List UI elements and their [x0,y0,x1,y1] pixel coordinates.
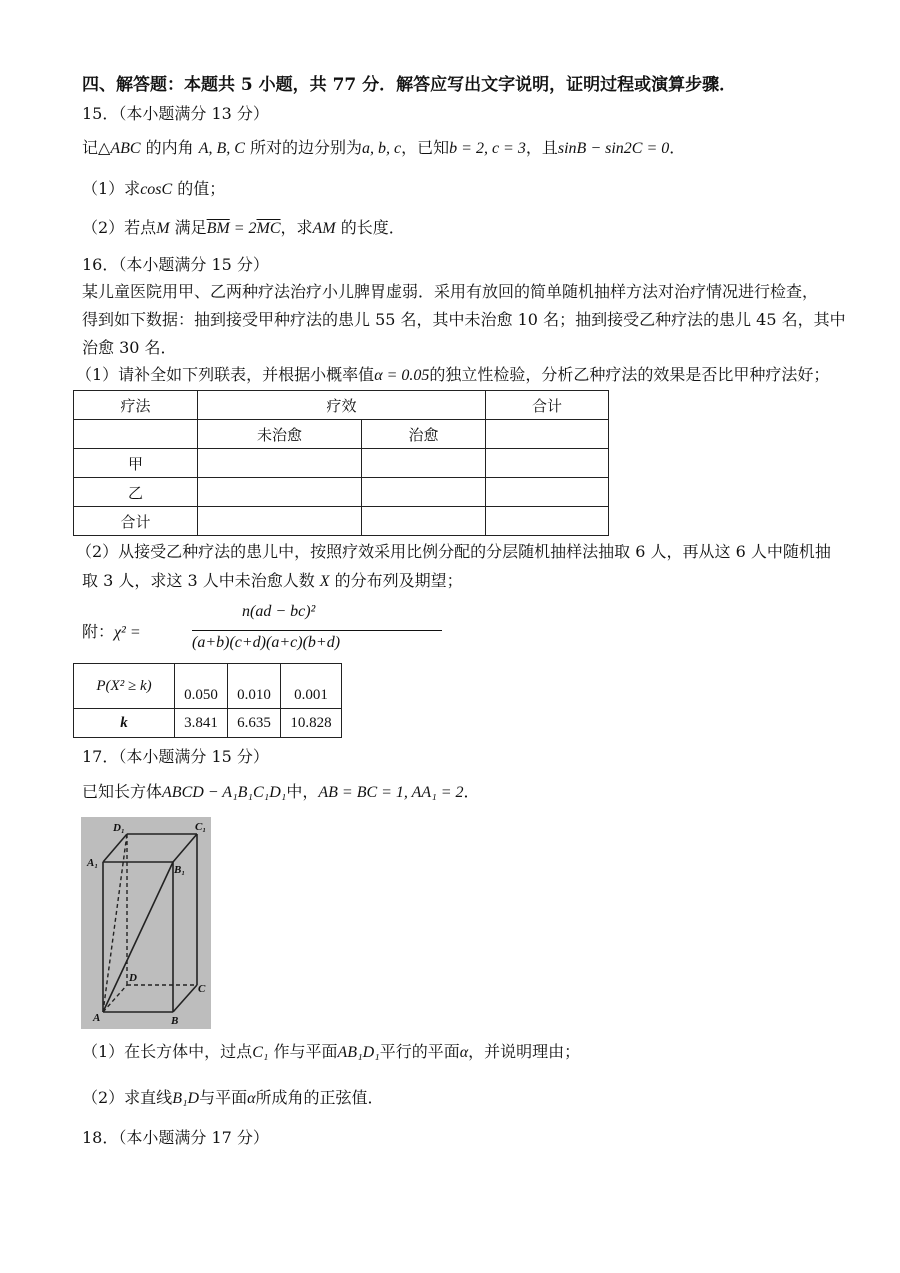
q16-title: 16．（本小题满分 15 分） [82,255,269,274]
label-c1: C₁ [195,821,207,833]
q15-title: 15．（本小题满分 13 分） [82,104,269,123]
blank-cell [486,449,609,478]
q16-part2-line1: （2）从接受乙种疗法的患儿中，按照疗效采用比例分配的分层随机抽样法抽取 6 人，再从这 6 人中随机抽 [76,542,831,561]
blank-cell [486,507,609,536]
header-total: 合计 [486,391,609,420]
p-value: 0.001 [281,664,342,709]
q17-part2: （2）求直线B₁D与平面α所成角的正弦值． [82,1088,384,1107]
q17-title: 17．（本小题满分 15 分） [82,747,269,766]
label-d1: D₁ [113,822,125,834]
empty-cell [486,420,609,449]
formula-numerator: n(ad − bc)² [242,603,316,620]
label-b: B [171,1015,179,1027]
blank-cell [486,478,609,507]
fraction-bar [192,630,442,631]
q16-stem-line2: 得到如下数据：抽到接受甲种疗法的患儿 55 名，其中未治愈 10 名；抽到接受乙种疗法的患儿 45 名，其中 [82,310,846,329]
header-uncured: 未治愈 [198,420,362,449]
k-label: k [74,709,175,738]
label-c: C [198,983,206,995]
cuboid-figure [81,817,211,1029]
formula-denominator: (a+b)(c+d)(a+c)(b+d) [192,634,341,651]
label-d: D [129,972,137,984]
k-value: 10.828 [281,709,342,738]
label-a: A [93,1012,101,1024]
blank-cell [362,507,486,536]
row-label-jia: 甲 [74,449,198,478]
row-label-total: 合计 [74,507,198,536]
row-label-yi: 乙 [74,478,198,507]
header-effect: 疗效 [198,391,486,420]
blank-cell [362,449,486,478]
p-label: P(X² ≥ k) [74,664,175,709]
p-value: 0.010 [228,664,281,709]
q16-part2-line2: 取 3 人，求这 3 人中未治愈人数 X 的分布列及期望； [82,571,463,590]
vector-bm: $\overline{BM}$ [206,220,230,237]
contingency-table [73,390,609,536]
section-header: 四、解答题：本题共 5 小题，共 77 分．解答应写出文字说明，证明过程或演算步骤． [82,75,737,95]
q15-stem: 记△ABC 的内角 A, B, C 所对的边分别为a, b, c，已知b = 2, c = 3，且sinB − sin2C = 0． [82,138,686,157]
k-value: 6.635 [228,709,281,738]
p-value: 0.050 [175,664,228,709]
k-value: 3.841 [175,709,228,738]
blank-cell [198,478,362,507]
q18-title: 18．（本小题满分 17 分） [82,1128,269,1147]
q15-part2: （2）若点M 满足$\overline{BM} = 2\overline{MC}$，求AM 的长度． [82,218,405,237]
blank-cell [362,478,486,507]
q16-part1: （1）请补全如下列联表，并根据小概率值α = 0.05的独立性检验，分析乙种疗法的效果是否比甲种疗法好； [76,365,830,384]
critical-value-table [73,663,342,738]
q17-stem: 已知长方体ABCD − A₁B₁C₁D₁中，AB = BC = 1, AA₁ = 2． [82,782,480,801]
blank-cell [198,449,362,478]
q16-stem-line3: 治愈 30 名． [82,338,177,357]
header-cured: 治愈 [362,420,486,449]
q15-part1: （1）求cosC 的值； [82,179,226,198]
empty-cell [74,420,198,449]
q16-stem-line1: 某儿童医院用甲、乙两种疗法治疗小儿脾胃虚弱．采用有放回的简单随机抽样方法对治疗情况进行检查， [82,282,819,301]
label-b1: B₁ [174,864,186,876]
blank-cell [198,507,362,536]
q17-part1: （1）在长方体中，过点C₁ 作与平面AB₁D₁平行的平面α，并说明理由； [82,1042,581,1061]
vector-mc: $\overline{MC}$ [256,220,281,237]
label-a1: A₁ [87,857,99,869]
header-method: 疗法 [74,391,198,420]
